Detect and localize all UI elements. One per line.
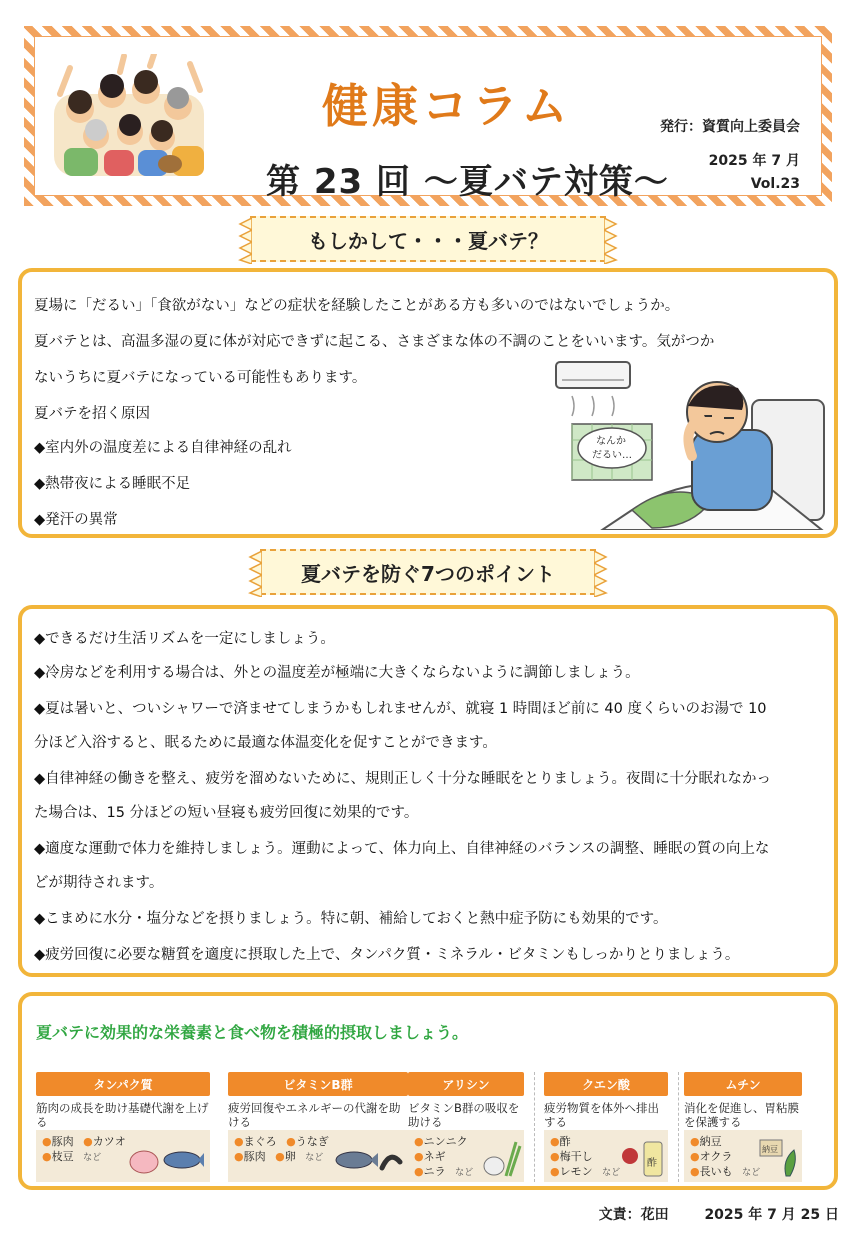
food-list: ●まぐろ ●うなぎ ●豚肉 ●卵 など (228, 1130, 408, 1182)
plum-and-vinegar-icon (620, 1136, 666, 1178)
zigzag-left-decoration (248, 551, 262, 597)
section-title-text: もしかして・・・夏バテ？ (308, 228, 548, 253)
paragraph-line: 夏バテを招く原因 (34, 406, 150, 422)
cause-item: ◆室内外の温度差による自律神経の乱れ (34, 440, 292, 456)
card-divider (678, 1072, 679, 1182)
nutrient-card-description: 疲労回復やエネルギーの代謝を助ける (228, 1101, 401, 1129)
point-line: ◆疲労回復に必要な糖質を適度に摂取した上で、タンパク質・ミネラル・ビタミンもしっかりとりましょう。 (34, 947, 740, 963)
paragraph-line: ないうちに夏バテになっている可能性もあります。 (34, 370, 367, 386)
people-cheering-illustration (50, 54, 210, 179)
food-item: 豚肉 (243, 1150, 266, 1163)
etc-label: など (742, 1168, 761, 1178)
food-item: 枝豆 (51, 1150, 74, 1163)
author-credit (599, 1204, 839, 1224)
point-line: ◆夏は暑いと、ついシャワーで済ませてしまうかもしれませんが、就寝 1 時間ほど前に 40 度くらいのお湯で 10 (34, 701, 767, 717)
cause-item: ◆発汗の異常 (34, 512, 118, 528)
issue-title: 第 23 回 ～夏バテ対策～ (266, 162, 669, 202)
nutrient-card-mucin (684, 1072, 802, 1182)
point-line: どが期待されます。 (34, 875, 164, 891)
card-divider (534, 1072, 535, 1182)
nutrient-card-vitamin-b (228, 1072, 408, 1182)
tired-man-illustration (542, 360, 832, 530)
prevention-points-box (18, 605, 838, 977)
vinegar-label: 酢 (647, 1158, 657, 1169)
svg-text:だるい…: だるい… (592, 450, 632, 461)
point-line: た場合は、15 分ほどの短い昼寝も疲労回復に効果的です。 (34, 805, 419, 821)
fish-and-eel-icon (334, 1144, 404, 1176)
point-line: ◆こまめに水分・塩分などを摂りましょう。特に朝、補給しておくと熱中症予防にも効果的です。 (34, 911, 668, 927)
food-item: 酢 (559, 1135, 571, 1148)
natto-label: 納豆 (762, 1145, 778, 1154)
point-line: ◆自律神経の働きを整え、疲労を溜めないために、規則正しく十分な睡眠をとりましょう。夜間に十分眠れなかっ (34, 771, 772, 787)
nutrient-card-title: ビタミンB群 (228, 1072, 408, 1096)
food-item: うなぎ (295, 1135, 329, 1148)
nutrient-card-title: ムチン (684, 1072, 802, 1096)
nutrient-card-description: 疲労物質を体外へ排出する (544, 1101, 659, 1129)
summer-fatigue-explanation-box (18, 268, 838, 538)
food-list: ●酢 ●梅干し ●レモン など 酢 (544, 1130, 668, 1182)
point-line: ◆適度な運動で体力を維持しましょう。運動によって、体力向上、自律神経のバランスの調整、睡眠の質の向上な (34, 841, 770, 857)
nutrition-heading: 夏バテに効果的な栄養素と食べ物を積極的摂取しましょう。 (36, 1023, 469, 1042)
garlic-and-leek-icon (482, 1138, 522, 1178)
nutrient-card-citric-acid (544, 1072, 668, 1182)
food-item: ネギ (423, 1150, 446, 1163)
nutrient-card-title: クエン酸 (544, 1072, 668, 1096)
point-line: 分ほど入浴すると、眠るために最適な体温変化を促すことができます。 (34, 735, 497, 751)
section-title-text: 夏バテを防ぐ7つのポイント (301, 561, 555, 586)
zigzag-right-decoration (594, 551, 608, 597)
nutrient-card-title: アリシン (408, 1072, 524, 1096)
paragraph-line: 夏場に「だるい」「食欲がない」などの症状を経験したことがある方も多いのではないでしょうか。 (34, 298, 680, 314)
food-list: ●納豆 ●オクラ ●長いも など 納豆 (684, 1130, 802, 1182)
paragraph-line: 夏バテとは、高温多湿の夏に体が対応できずに起こる、さまざまな体の不調のことをいいます。気がつか (34, 334, 715, 350)
section-title-summer-fatigue (250, 216, 606, 262)
food-item: 梅干し (559, 1150, 593, 1163)
etc-label: など (305, 1153, 324, 1163)
food-list: ●ニンニク ●ネギ ●ニラ など (408, 1130, 524, 1182)
food-item: 卵 (284, 1150, 296, 1163)
food-item: 豚肉 (51, 1135, 74, 1148)
volume-number: Vol.23 (750, 176, 800, 192)
author-label: 文責：花田 (598, 1207, 669, 1223)
food-item: ニンニク (423, 1135, 468, 1148)
publisher-label: 発行：資質向上委員会 (660, 119, 800, 135)
zigzag-left-decoration (238, 218, 252, 264)
zigzag-right-decoration (604, 218, 618, 264)
nutrient-card-allicin (408, 1072, 524, 1182)
issue-date: 2025 年 7 月 (708, 153, 800, 169)
footer-date: 2025 年 7 月 25 日 (704, 1207, 839, 1223)
etc-label: など (455, 1168, 474, 1178)
pig-and-fish-icon (126, 1144, 204, 1176)
section-title-seven-points (260, 549, 596, 595)
nutrient-card-description: 筋肉の成長を助け基礎代謝を上げる (36, 1101, 209, 1129)
nutrient-card-title: タンパク質 (36, 1072, 210, 1096)
nutrient-card-description: 消化を促進し、胃粘膜を保護する (684, 1101, 799, 1129)
food-item: まぐろ (243, 1135, 277, 1148)
speech-bubble-text: なんか (596, 436, 626, 447)
natto-and-okra-icon (758, 1136, 800, 1178)
point-line: ◆冷房などを利用する場合は、外との温度差が極端に大きくならないように調節しましょう。 (34, 665, 640, 681)
column-title: 健康コラム (322, 79, 572, 133)
food-item: レモン (559, 1165, 593, 1178)
header-banner (24, 26, 832, 206)
etc-label: など (83, 1153, 102, 1163)
food-item: カツオ (92, 1135, 126, 1148)
nutrient-card-protein (36, 1072, 210, 1182)
point-line: ◆できるだけ生活リズムを一定にしましょう。 (34, 631, 335, 647)
food-item: 納豆 (699, 1135, 722, 1148)
etc-label: など (602, 1168, 621, 1178)
cause-item: ◆熱帯夜による睡眠不足 (34, 476, 191, 492)
food-item: オクラ (699, 1150, 733, 1163)
nutrition-box (18, 992, 838, 1190)
food-list: ●豚肉 ●カツオ ●枝豆 など (36, 1130, 210, 1182)
food-item: ニラ (423, 1165, 446, 1178)
nutrient-card-description: ビタミンB群の吸収を助ける (408, 1101, 520, 1129)
food-item: 長いも (699, 1165, 733, 1178)
